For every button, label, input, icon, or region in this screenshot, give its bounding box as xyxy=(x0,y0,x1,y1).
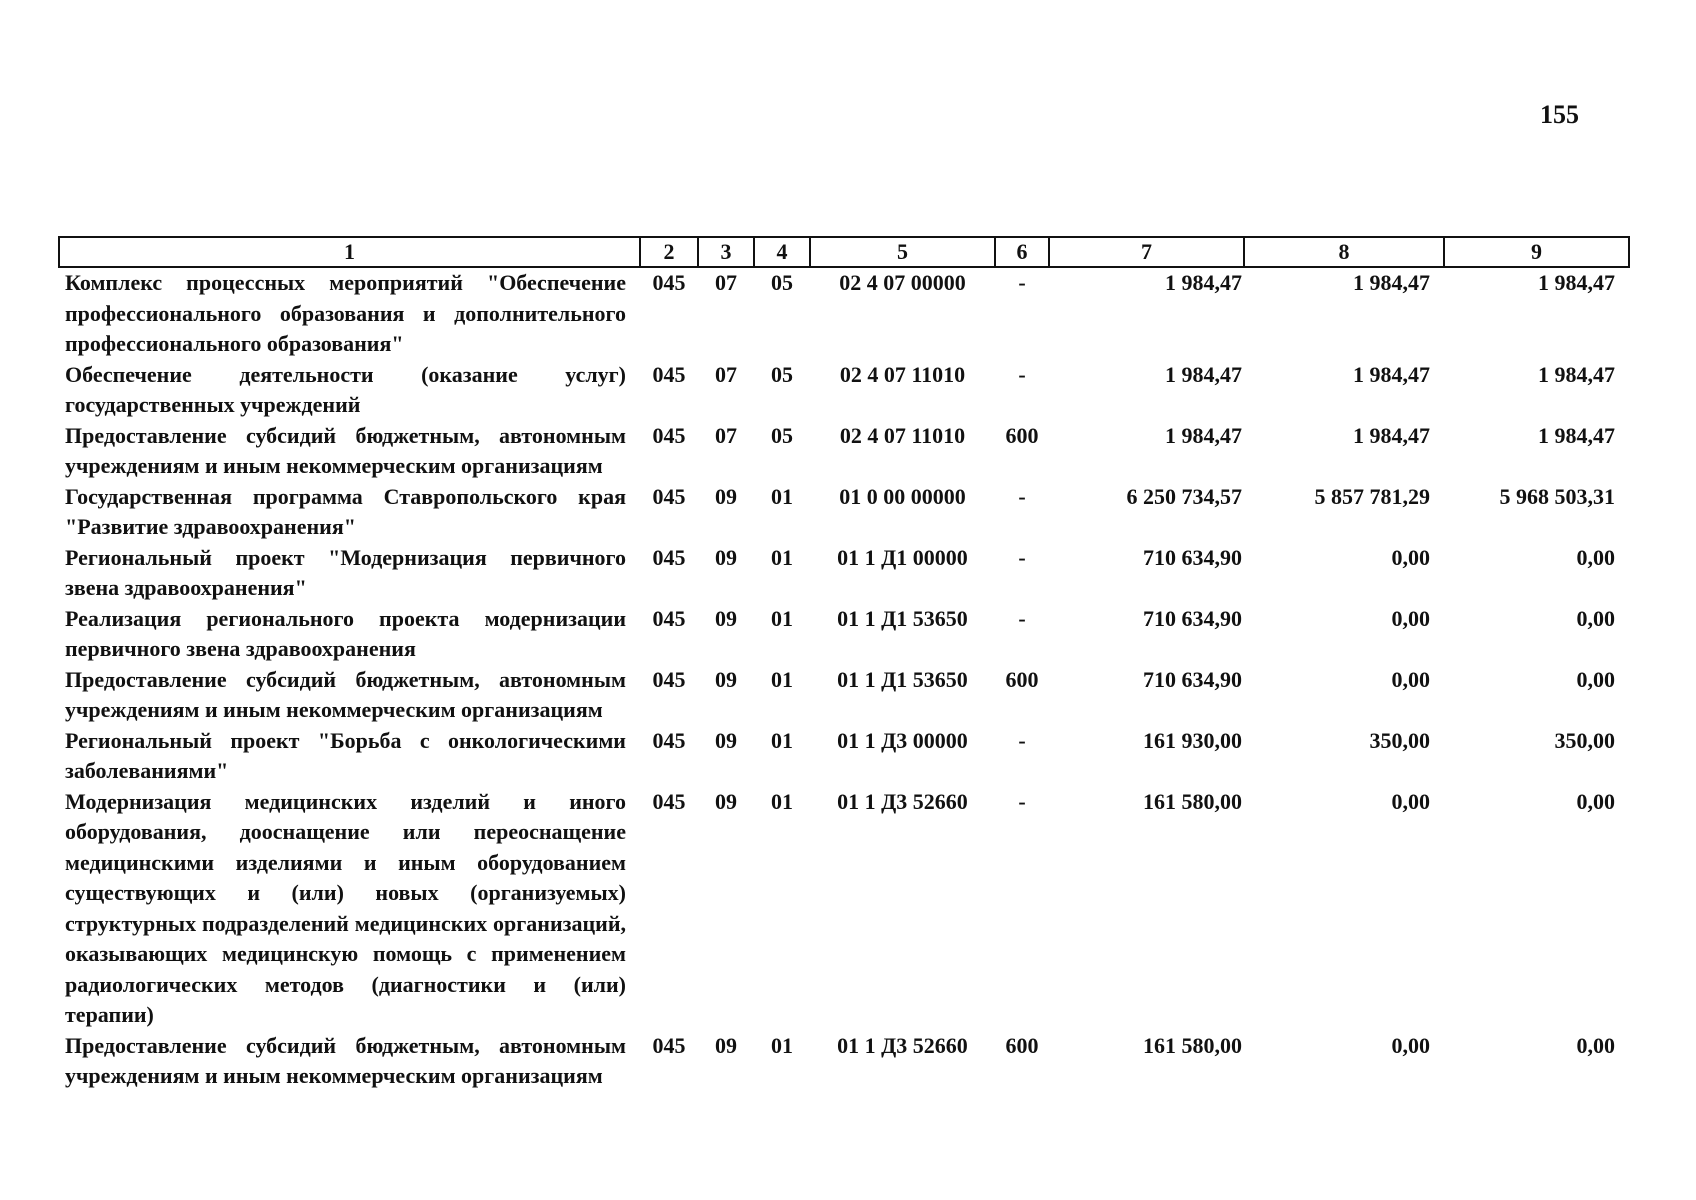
table-row xyxy=(59,604,1629,665)
cell-subsection: 05 xyxy=(771,361,793,387)
cell-target-article: 01 1 Д1 53650 xyxy=(837,666,968,692)
row-description: Реализация регионального проекта модернизации первичного звена здравоохранения xyxy=(65,605,626,661)
cell-ministry-code: 045 xyxy=(652,605,686,631)
cell-subsection: 01 xyxy=(771,727,793,753)
cell-target-article: 02 4 07 11010 xyxy=(839,361,966,387)
cell-expense-type: 600 xyxy=(1005,1032,1039,1058)
header-cell-1: 1 xyxy=(59,237,640,267)
row-description: Предоставление субсидий бюджетным, автономным учреждениям и иным некоммерческим организациям xyxy=(65,666,626,722)
budget-table-container xyxy=(58,236,1628,1092)
cell-subsection: 01 xyxy=(771,544,793,570)
cell-amount-7: 710 634,90 xyxy=(1143,666,1242,692)
header-cell-5: 5 xyxy=(810,237,995,267)
header-cell-6: 6 xyxy=(995,237,1049,267)
row-description: Комплекс процессных мероприятий "Обеспечение профессионального образования и дополнительного профессионального образования" xyxy=(65,270,626,356)
cell-amount-7: 710 634,90 xyxy=(1143,605,1242,631)
table-row xyxy=(59,1031,1629,1092)
header-cell-7: 7 xyxy=(1049,237,1244,267)
cell-expense-type: - xyxy=(1018,727,1026,753)
cell-ministry-code: 045 xyxy=(652,727,686,753)
cell-amount-8: 0,00 xyxy=(1391,788,1430,814)
cell-section: 09 xyxy=(715,483,737,509)
cell-section: 07 xyxy=(715,270,737,295)
cell-amount-8: 350,00 xyxy=(1369,727,1430,753)
cell-amount-7: 1 984,47 xyxy=(1165,422,1242,448)
row-description: Модернизация медицинских изделий и иного оборудования, дооснащение или переоснащение медицинскими изделиями и иным оборудованием существующих и (или) новых (организуемых) структурных подразделений медицинских организаций, оказывающих медицинскую помощь с применением радиологических методов (диагностики и (или) терапии) xyxy=(65,788,626,1027)
cell-target-article: 01 1 Д3 52660 xyxy=(837,1032,968,1058)
cell-amount-9: 0,00 xyxy=(1576,605,1615,631)
cell-expense-type: - xyxy=(1018,270,1026,295)
cell-ministry-code: 045 xyxy=(652,270,686,295)
cell-amount-7: 161 580,00 xyxy=(1143,788,1242,814)
cell-expense-type: - xyxy=(1018,788,1026,814)
cell-ministry-code: 045 xyxy=(652,1032,686,1058)
cell-expense-type: 600 xyxy=(1005,422,1039,448)
cell-expense-type: - xyxy=(1018,605,1026,631)
cell-ministry-code: 045 xyxy=(652,483,686,509)
cell-subsection: 01 xyxy=(771,666,793,692)
header-cell-9: 9 xyxy=(1444,237,1629,267)
cell-target-article: 02 4 07 00000 xyxy=(839,270,966,295)
cell-section: 09 xyxy=(715,1032,737,1058)
cell-target-article: 01 1 Д3 00000 xyxy=(837,727,968,753)
cell-amount-9: 1 984,47 xyxy=(1538,361,1615,387)
cell-amount-7: 1 984,47 xyxy=(1165,270,1242,295)
table-row xyxy=(59,360,1629,421)
cell-target-article: 01 1 Д1 00000 xyxy=(837,544,968,570)
cell-amount-9: 0,00 xyxy=(1576,1032,1615,1058)
table-row xyxy=(59,421,1629,482)
cell-amount-9: 0,00 xyxy=(1576,788,1615,814)
cell-amount-9: 1 984,47 xyxy=(1538,422,1615,448)
row-description: Региональный проект "Модернизация первичного звена здравоохранения" xyxy=(65,544,626,600)
budget-table xyxy=(58,236,1630,1092)
row-description: Предоставление субсидий бюджетным, автономным учреждениям и иным некоммерческим организациям xyxy=(65,1032,626,1088)
cell-subsection: 01 xyxy=(771,788,793,814)
cell-subsection: 05 xyxy=(771,270,793,295)
header-cell-4: 4 xyxy=(754,237,810,267)
cell-amount-9: 0,00 xyxy=(1576,666,1615,692)
table-row xyxy=(59,267,1629,360)
cell-amount-8: 1 984,47 xyxy=(1353,270,1430,295)
cell-section: 09 xyxy=(715,727,737,753)
row-description: Предоставление субсидий бюджетным, автономным учреждениям и иным некоммерческим организациям xyxy=(65,422,626,478)
cell-expense-type: 600 xyxy=(1005,666,1039,692)
cell-expense-type: - xyxy=(1018,361,1026,387)
cell-amount-7: 161 930,00 xyxy=(1143,727,1242,753)
cell-amount-8: 0,00 xyxy=(1391,1032,1430,1058)
cell-amount-8: 0,00 xyxy=(1391,544,1430,570)
cell-target-article: 01 0 00 00000 xyxy=(839,483,966,509)
cell-subsection: 01 xyxy=(771,605,793,631)
table-row xyxy=(59,665,1629,726)
row-description: Государственная программа Ставропольского края "Развитие здравоохранения" xyxy=(65,483,626,539)
cell-amount-9: 1 984,47 xyxy=(1538,270,1615,295)
cell-amount-9: 5 968 503,31 xyxy=(1499,483,1615,509)
cell-subsection: 01 xyxy=(771,483,793,509)
cell-ministry-code: 045 xyxy=(652,544,686,570)
cell-section: 07 xyxy=(715,361,737,387)
table-row xyxy=(59,787,1629,1031)
cell-expense-type: - xyxy=(1018,483,1026,509)
cell-target-article: 02 4 07 11010 xyxy=(839,422,966,448)
cell-ministry-code: 045 xyxy=(652,788,686,814)
row-description: Обеспечение деятельности (оказание услуг) государственных учреждений xyxy=(65,361,626,417)
table-row xyxy=(59,543,1629,604)
cell-subsection: 01 xyxy=(771,1032,793,1058)
cell-amount-7: 1 984,47 xyxy=(1165,361,1242,387)
table-row xyxy=(59,726,1629,787)
cell-ministry-code: 045 xyxy=(652,666,686,692)
header-row xyxy=(59,237,1629,267)
cell-section: 09 xyxy=(715,605,737,631)
table-row xyxy=(59,482,1629,543)
cell-amount-8: 1 984,47 xyxy=(1353,422,1430,448)
cell-amount-9: 0,00 xyxy=(1576,544,1615,570)
cell-amount-7: 710 634,90 xyxy=(1143,544,1242,570)
cell-subsection: 05 xyxy=(771,422,793,448)
row-description: Региональный проект "Борьба с онкологическими заболеваниями" xyxy=(65,727,626,783)
cell-section: 07 xyxy=(715,422,737,448)
cell-amount-7: 161 580,00 xyxy=(1143,1032,1242,1058)
cell-section: 09 xyxy=(715,788,737,814)
page-number: 155 xyxy=(1540,100,1579,129)
cell-amount-8: 0,00 xyxy=(1391,605,1430,631)
cell-target-article: 01 1 Д3 52660 xyxy=(837,788,968,814)
table-body xyxy=(59,267,1629,1092)
cell-section: 09 xyxy=(715,544,737,570)
header-cell-8: 8 xyxy=(1244,237,1444,267)
cell-target-article: 01 1 Д1 53650 xyxy=(837,605,968,631)
cell-amount-8: 5 857 781,29 xyxy=(1314,483,1430,509)
cell-amount-8: 0,00 xyxy=(1391,666,1430,692)
cell-ministry-code: 045 xyxy=(652,361,686,387)
cell-ministry-code: 045 xyxy=(652,422,686,448)
cell-section: 09 xyxy=(715,666,737,692)
cell-amount-8: 1 984,47 xyxy=(1353,361,1430,387)
header-cell-2: 2 xyxy=(640,237,698,267)
header-cell-3: 3 xyxy=(698,237,754,267)
cell-expense-type: - xyxy=(1018,544,1026,570)
cell-amount-9: 350,00 xyxy=(1554,727,1615,753)
cell-amount-7: 6 250 734,57 xyxy=(1126,483,1242,509)
